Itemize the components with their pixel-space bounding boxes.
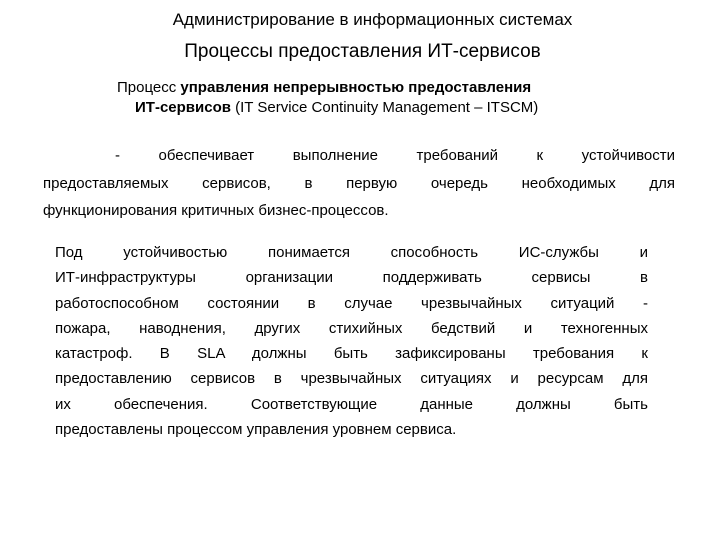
process-name-part-2: ИТ-сервисов (135, 99, 231, 116)
definition-line: предоставлению сервисов в чрезвычайных ситуациях и ресурсам для (55, 370, 648, 388)
intro-paragraph (43, 142, 675, 225)
process-english-name: (IT Service Continuity Management – ITSCM) (230, 99, 539, 116)
definition-line: Под устойчивостью понимается способность ИС-службы и (55, 244, 648, 261)
definition-line: катастроф. В SLA должны быть зафиксированы требования к (55, 345, 648, 363)
definition-line: их обеспечения. Соответствующие данные должны быть (55, 395, 648, 413)
definition-line: предоставлены процессом управления уровнем сервиса. (55, 421, 457, 439)
definition-paragraph (55, 240, 648, 442)
course-title: Администрирование в информационных системах (172, 10, 573, 29)
process-heading-line-2 (135, 99, 538, 117)
process-heading-line-1 (117, 79, 531, 97)
process-prefix: Процесс (117, 79, 181, 96)
process-name-part-1: управления непрерывностью предоставления (180, 79, 532, 96)
intro-line: - обеспечивает выполнение требований к устойчивости (115, 147, 675, 164)
definition-line: пожара, наводнения, других стихийных бедствий и техногенных (55, 319, 648, 337)
section-title: Процессы предоставления ИТ-сервисов (184, 41, 541, 62)
intro-line: функционирования критичных бизнес-процессов. (43, 202, 389, 219)
definition-line: ИТ-инфраструктуры организации поддерживать сервисы в (55, 269, 648, 287)
definition-line: работоспособном состоянии в случае чрезвычайных ситуаций - (55, 294, 648, 312)
intro-line: предоставляемых сервисов, в первую очередь необходимых для (43, 174, 675, 192)
